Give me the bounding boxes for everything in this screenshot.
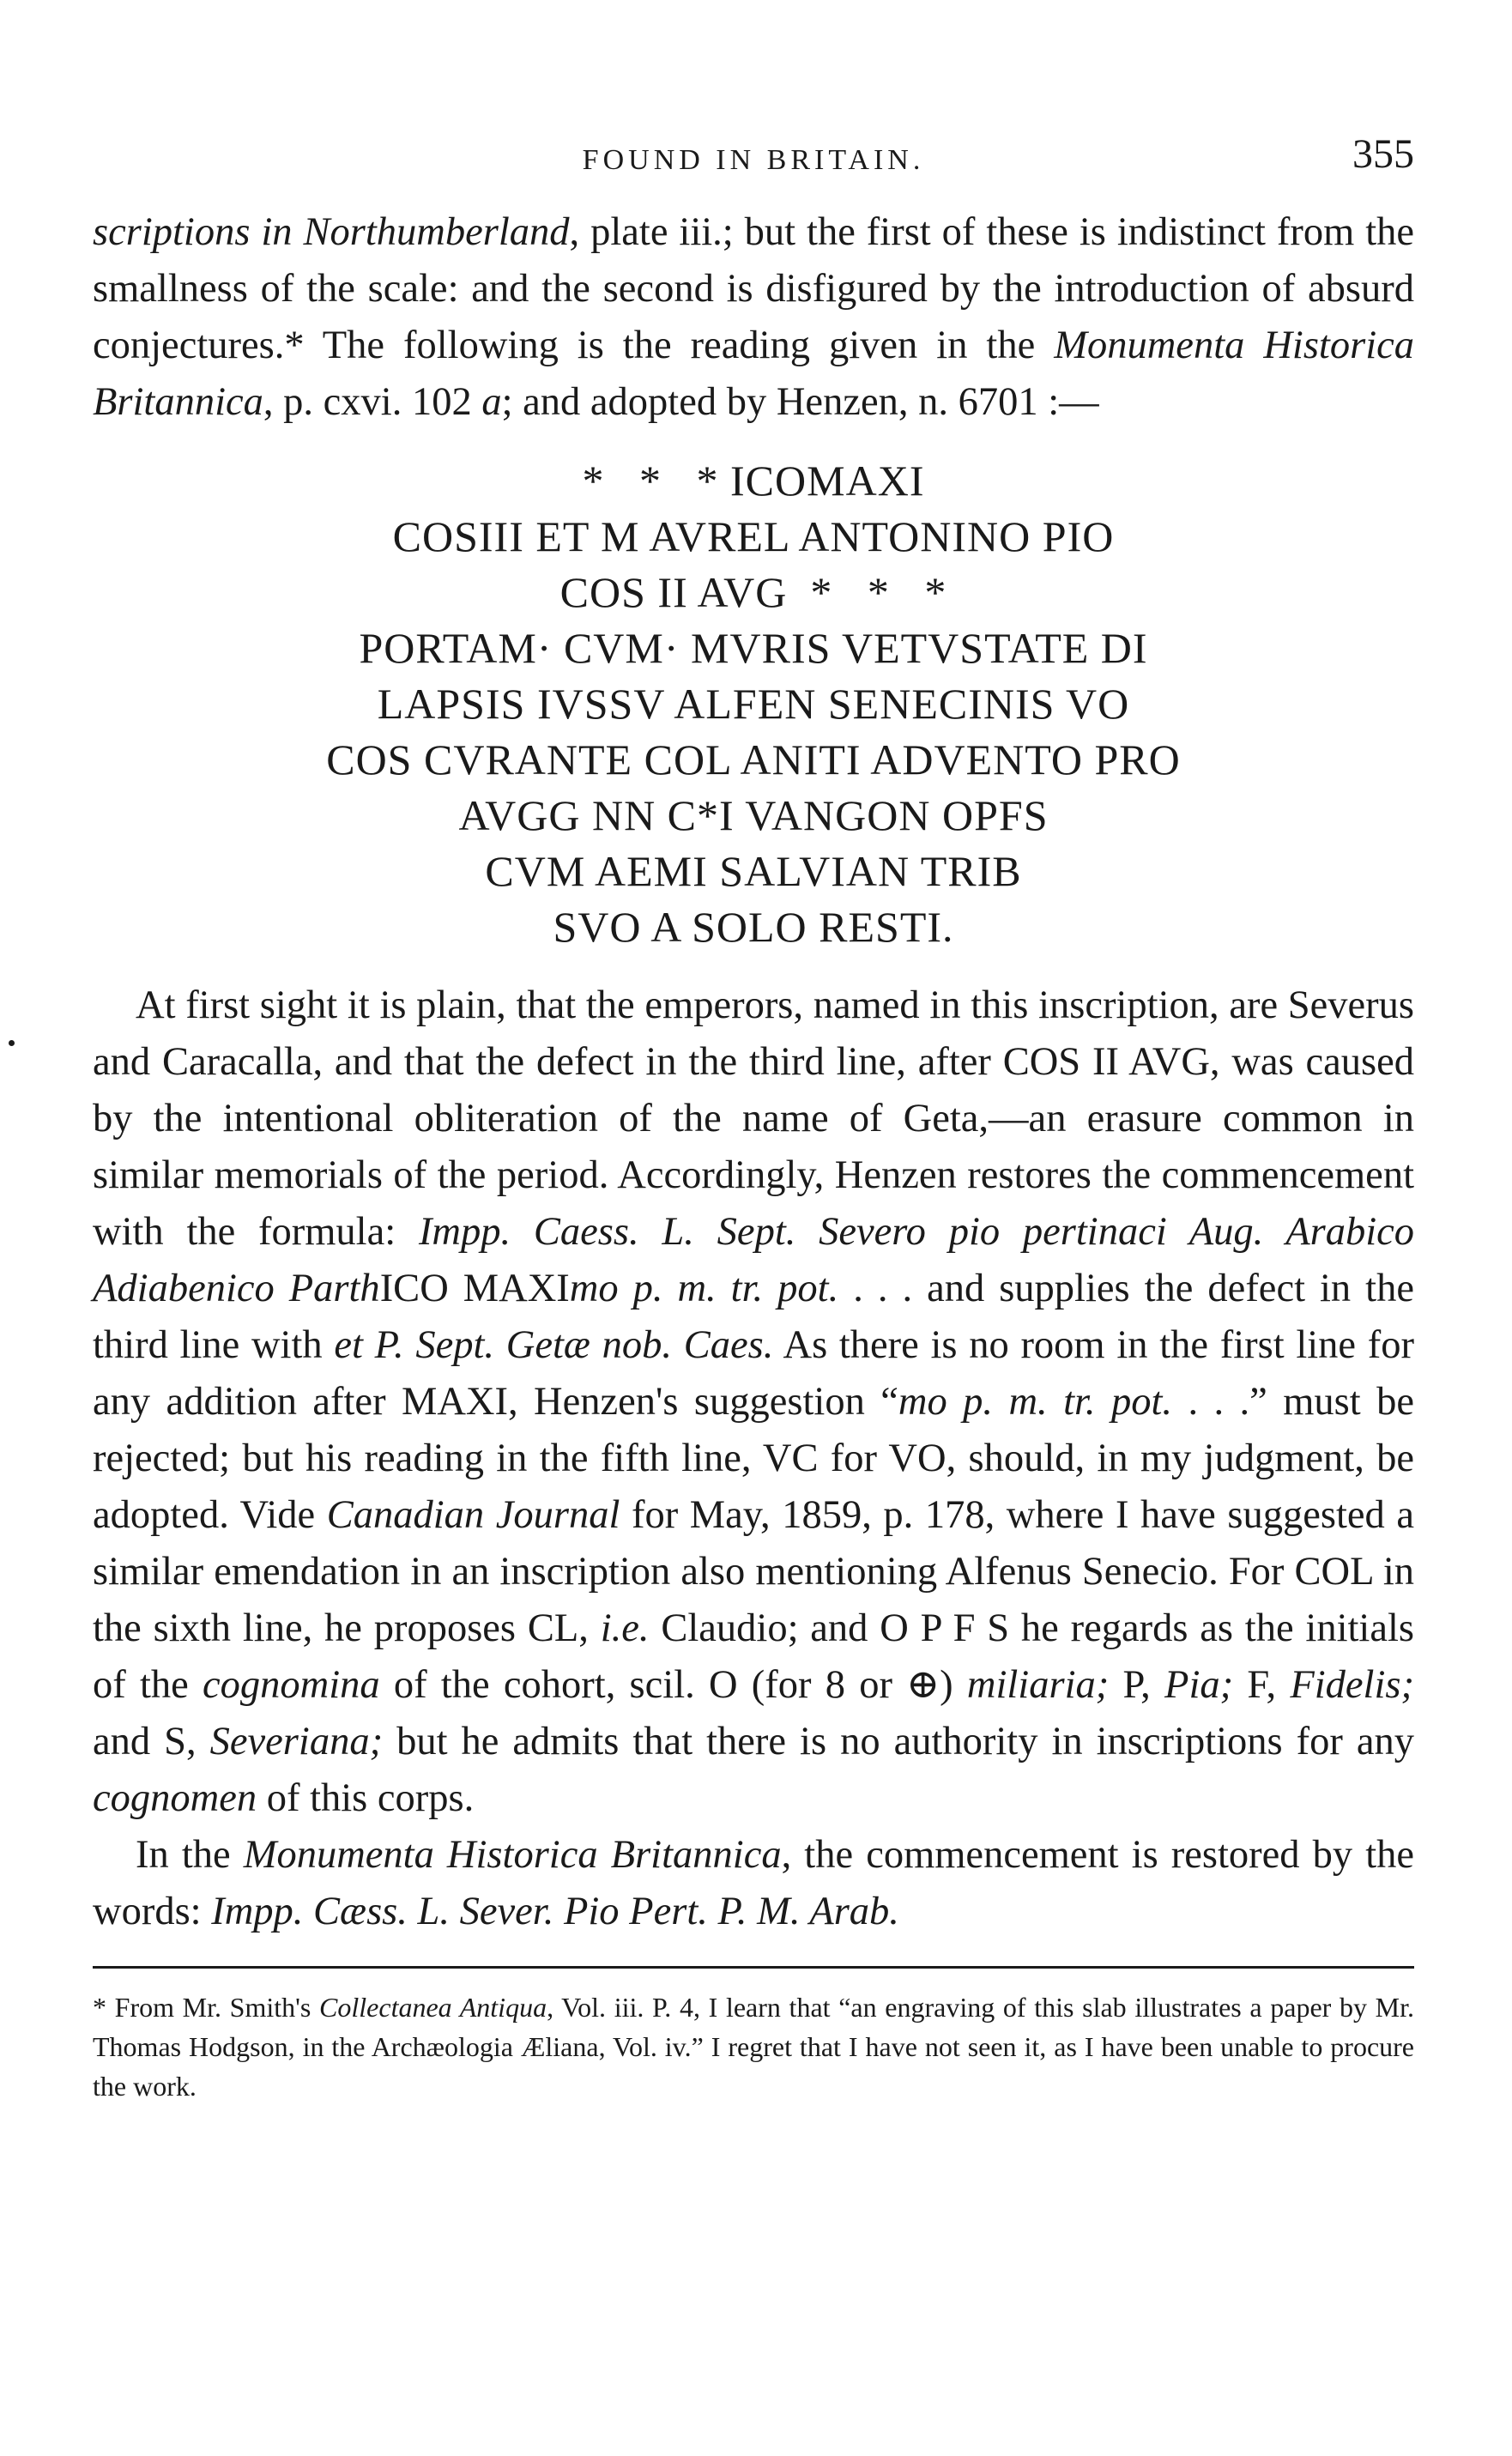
footnote-rule (93, 1966, 1414, 1969)
inscription-line: COS CVRANTE COL ANITI ADVENTO PRO (326, 735, 1181, 783)
page-number: 355 (1352, 131, 1414, 177)
para2-text: Claudio; and O P F S he regards as the initials of the (93, 1606, 1414, 1707)
para2-italic: Impp. Caess. L. Sept. Severo pio pertinaci Aug. Arabico Adiabenico Parth (93, 1210, 1415, 1310)
inscription-line: CVM AEMI SALVIAN TRIB (485, 847, 1022, 895)
para3-italic: Impp. Cæss. L. Sever. Pio Pert. P. M. Arab. (211, 1890, 899, 1933)
para2-text: . . .” must be rejected; but his reading in the fifth line, VC for VO, should, in my judgment, be adopted. Vide (93, 1380, 1414, 1537)
para2-text: As there is no room in the first line for any addition after MAXI, Henzen's suggestion “ (93, 1323, 1414, 1424)
para2-italic: Fidelis; (1290, 1663, 1414, 1707)
footnote-italic: Collectanea Antiqua (319, 1992, 547, 2023)
intro-italic-2: Monumenta Historica Britannica (93, 324, 1415, 424)
margin-dot (9, 1040, 15, 1046)
inscription-line: SVO A SOLO RESTI. (553, 903, 954, 951)
para2-text: of this corps. (257, 1776, 475, 1820)
para2-text: for May, 1859, p. 178, where I have suggested a similar emendation in an inscription also mentioning Alfenus Senecio. For COL in the sixth line, he proposes CL, (93, 1493, 1414, 1650)
intro-text-2: , p. cxvi. 102 (263, 380, 482, 424)
inscription-line: COSIII ET M AVREL ANTONINO PIO (392, 512, 1115, 560)
commentary-paragraph (93, 977, 1414, 1827)
intro-paragraph (93, 204, 1414, 431)
inscription-line: LAPSIS IVSSV ALFEN SENECINIS VO (377, 680, 1130, 728)
para2-italic: Canadian Journal (326, 1493, 620, 1537)
para2-italic: et P. Sept. Getæ nob. Caes. (334, 1323, 774, 1367)
body-text (93, 204, 1414, 1940)
para2-italic: Pia; (1164, 1663, 1234, 1707)
para3-text: In the (136, 1833, 244, 1877)
para2-text: ICO MAXI (379, 1267, 570, 1310)
footnote (93, 1987, 1414, 2106)
para3-text: , the commencement is restored by the words: (93, 1833, 1414, 1933)
para2-text: but he admits that there is no authority in inscriptions for any (383, 1720, 1414, 1763)
footnote-text: , Vol. iii. P. 4, I learn that “an engraving of this slab illustrates a paper by Mr. Thomas Hodgson, in the Archæologia Æliana, Vol. iv.” I regret that I have not seen it, as I have been unable to procure the work. (93, 1992, 1415, 2102)
inscription-line: PORTAM· CVM· MVRIS VETVSTATE DI (359, 624, 1148, 672)
para3-italic: Monumenta Historica Britannica (243, 1833, 782, 1877)
para2-text: of the cohort, scil. O (for 8 or ⊕) (379, 1663, 967, 1707)
page-header (93, 129, 1414, 180)
para2-text: . . . and supplies the defect in the third line with (93, 1267, 1414, 1367)
intro-text-1: , plate iii.; but the first of these is indistinct from the smallness of the scale: and the second is disfigured by the introduction of absurd conjectures.* The following is the reading given in the (93, 210, 1414, 367)
para2-text: At first sight it is plain, that the emperors, named in this inscription, are Severus and Caracalla, and that the defect in the third line, after COS II AVG, was caused by the intentional obliteration of the name of Geta,—an erasure common in similar memorials of the period. Accordingly, Henzen restores the commencement with the formula: (93, 983, 1414, 1254)
para2-italic: i.e. (600, 1606, 650, 1650)
inscription-block (93, 453, 1414, 955)
intro-text-3: ; and adopted by Henzen, n. 6701 :— (501, 380, 1099, 424)
para2-text: and S, (93, 1720, 210, 1763)
intro-italic-3: a (481, 380, 502, 424)
para2-italic: mo p. m. tr. pot. (898, 1380, 1173, 1424)
para2-text: F, (1233, 1663, 1291, 1707)
footnote-text: * From Mr. Smith's (93, 1992, 320, 2023)
closing-paragraph (93, 1827, 1414, 1940)
para2-text: P, (1109, 1663, 1165, 1707)
intro-italic-1: scriptions in Northumberland (93, 210, 570, 254)
para2-italic: Severiana; (209, 1720, 384, 1763)
para2-italic: cognomen (93, 1776, 257, 1820)
para2-italic: cognomina (203, 1663, 380, 1707)
inscription-line: * * * ICOMAXI (582, 457, 925, 505)
running-head: FOUND IN BRITAIN. (582, 144, 925, 176)
para2-italic: mo p. m. tr. pot. (569, 1267, 839, 1310)
inscription-line: COS II AVG * * * (559, 568, 947, 616)
para2-italic: miliaria; (966, 1663, 1110, 1707)
inscription-line: AVGG NN C*I VANGON OPFS (458, 791, 1049, 839)
book-page (93, 129, 1414, 2106)
